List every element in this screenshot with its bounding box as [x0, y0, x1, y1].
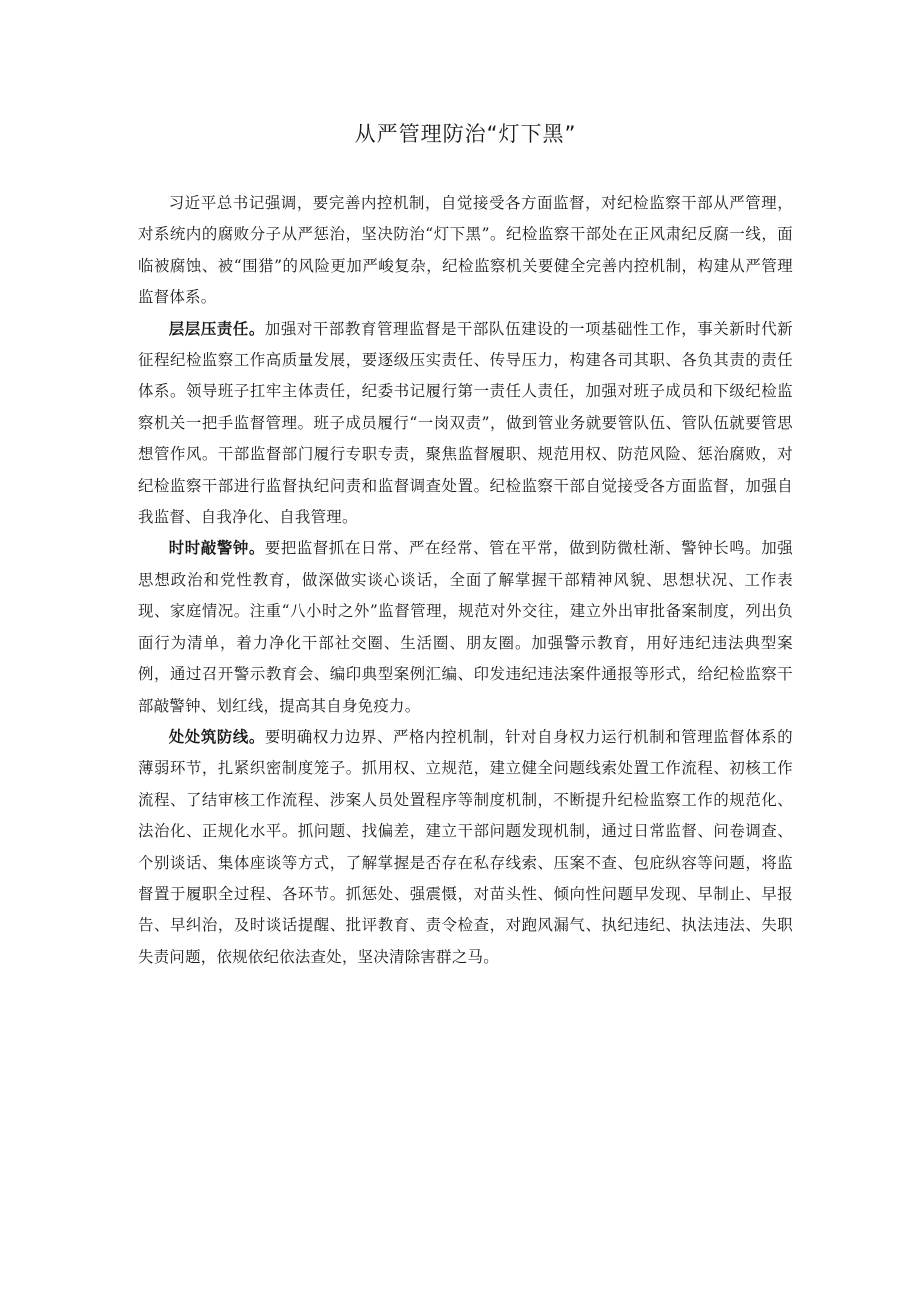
paragraph-responsibility: [138, 314, 793, 534]
paragraph-text: 要把监督抓在日常、严在经常、管在平常，做到防微杜渐、警钟长鸣。加强思想政治和党性教育，做深做实谈心谈话，全面了解掌握干部精神风貌、思想状况、工作表现、家庭情况。注重“八小时之外”监督管理，规范对外交往，建立外出审批备案制度，列出负面行为清单，着力净化干部社交圈、生活圈、朋友圈。加强警示教育，用好违纪违法典型案例，通过召开警示教育会、编印典型案例汇编、印发违纪违法案件通报等形式，给纪检监察干部敲警钟、划红线，提高其自身免疫力。: [138, 539, 793, 715]
paragraph-text: 加强对干部教育管理监督是干部队伍建设的一项基础性工作，事关新时代新征程纪检监察工作高质量发展，要逐级压实责任、传导压力，构建各司其职、各负其责的责任体系。领导班子扛牢主体责任，纪委书记履行第一责任人责任，加强对班子成员和下级纪检监察机关一把手监督管理。班子成员履行“一岗双责”，做到管业务就要管队伍、管队伍就要管思想管作风。干部监督部门履行专职专责，聚焦监督履职、规范用权、防范风险、惩治腐败，对纪检监察干部进行监督执纪问责和监督调查处置。纪检监察干部自觉接受各方面监督，加强自我监督、自我净化、自我管理。: [138, 319, 793, 527]
paragraph-text: 习近平总书记强调，要完善内控机制，自觉接受各方面监督，对纪检监察干部从严管理，对系统内的腐败分子从严惩治，坚决防治“灯下黑”。纪检监察干部处在正风肃纪反腐一线，面临被腐蚀、被“围猎”的风险更加严峻复杂，纪检监察机关要健全完善内控机制，构建从严管理监督体系。: [138, 194, 793, 307]
document-title: 从严管理防治“灯下黑”: [354, 122, 577, 146]
paragraph-warning: [138, 533, 793, 721]
paragraph-lead: 时时敲警钟。: [168, 539, 265, 558]
paragraph-defense: [138, 722, 793, 973]
document-page: [138, 0, 793, 973]
paragraph-text: 要明确权力边界、严格内控机制，针对自身权力运行机制和管理监督体系的薄弱环节，扎紧织密制度笼子。抓用权、立规范，建立健全问题线索处置工作流程、初核工作流程、了结审核工作流程、涉案人员处置程序等制度机制，不断提升纪检监察工作的规范化、法治化、正规化水平。抓问题、找偏差，建立干部问题发现机制，通过日常监督、问卷调查、个别谈话、集体座谈等方式，了解掌握是否存在私存线索、压案不查、包庇纵容等问题，将监督置于履职全过程、各环节。抓惩处、强震慑，对苗头性、倾向性问题早发现、早制止、早报告、早纠治，及时谈话提醒、批评教育、责令检查，对跑风漏气、执纪违纪、执法违法、失职失责问题，依规依纪依法查处，坚决清除害群之马。: [138, 727, 793, 966]
paragraph-lead: 处处筑防线。: [168, 727, 265, 746]
paragraph-intro: [138, 188, 793, 314]
document-body: [138, 188, 793, 973]
paragraph-lead: 层层压责任。: [168, 319, 265, 338]
